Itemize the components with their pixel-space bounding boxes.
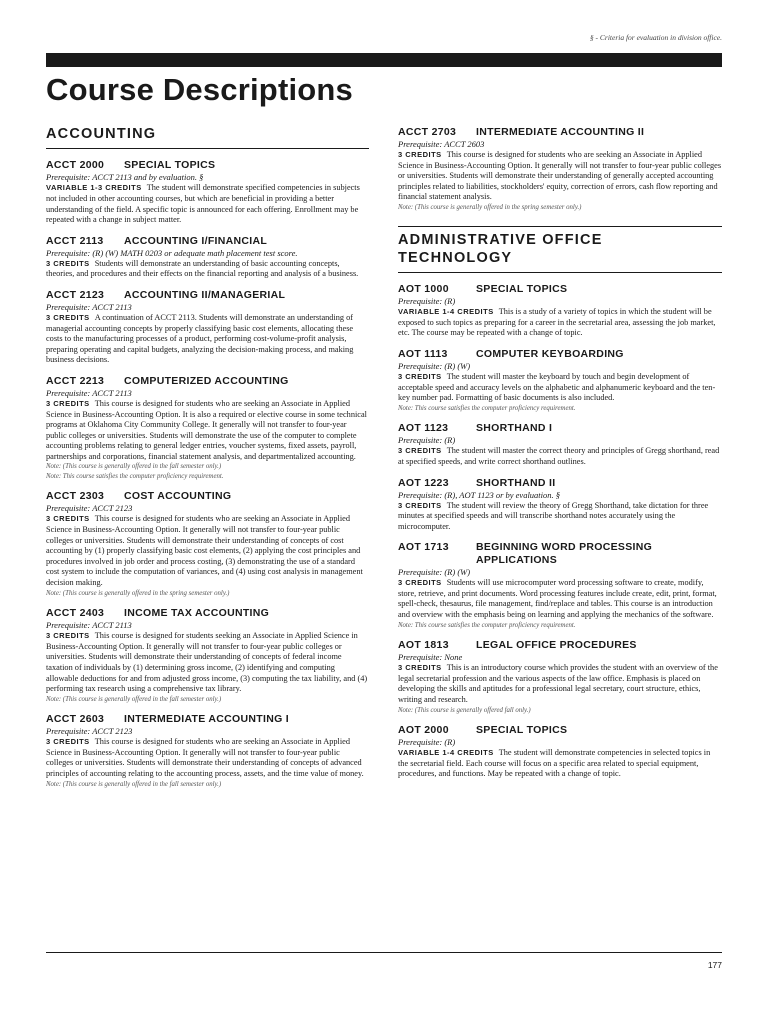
department-heading-aot: ADMINISTRATIVE OFFICE TECHNOLOGY <box>398 226 722 273</box>
course-description-text: This course is designed for students who are seeking an Associate in Applied Science in Business-Accounting Option. It is also a required or elective course in some technical programs at Oklahoma City Community College. It generally will not transfer to four-year public colleges or universities. Students will demonstrate the use of the computer to complete accounting problems relating to general ledger entries, voucher systems, fixed assets, payroll, partnerships and corporations, financial statement analysis, and departmentalized accounting. <box>46 398 367 461</box>
course-title <box>46 375 369 388</box>
course-entry <box>398 724 722 780</box>
course-title <box>46 235 369 248</box>
course-credits: 3 CREDITS <box>398 663 442 673</box>
course-description <box>46 313 369 366</box>
course-credits: 3 CREDITS <box>46 631 90 641</box>
course-credits: 3 CREDITS <box>46 312 90 322</box>
course-title <box>46 490 369 503</box>
course-description-text: This is an introductory course which provides the student with an overview of the legal secretarial profession and the various aspects of the law office. Emphasis is placed on developing the skills and aptitudes for a professional legal secretary, court structure, ethics, writing and research. <box>398 663 718 704</box>
course-code: ACCT 2123 <box>46 288 105 301</box>
left-column <box>46 126 369 798</box>
course-description-text: Students will demonstrate an understanding of basic accounting concepts, theories, and procedures and their effects on the financial reporting and analysis of a business. <box>46 258 359 279</box>
course-code: AOT 1223 <box>398 476 449 489</box>
course-title <box>46 713 369 726</box>
course-name: SPECIAL TOPICS <box>476 283 568 296</box>
course-note: Note: (This course is generally offered in the spring semester only.) <box>46 589 230 597</box>
course-name: SHORTHAND I <box>476 422 553 435</box>
course-description <box>398 663 722 705</box>
course-code: ACCT 2213 <box>46 374 105 387</box>
course-credits: 3 CREDITS <box>46 258 90 268</box>
course-title <box>398 348 722 361</box>
course-name: COST ACCOUNTING <box>124 490 232 503</box>
right-column <box>398 126 722 789</box>
course-entry <box>398 541 722 630</box>
course-entry <box>46 375 369 482</box>
course-title <box>398 126 722 139</box>
course-code: AOT 1713 <box>398 541 449 554</box>
course-description-text: A continuation of ACCT 2113. Students will demonstrate an understanding of managerial accounting concepts by properly classifying basic cost elements, allocating these costs to the manufacturing processes of a product, performing cost-volume-profit analysis, preparing operating and capital budgets, analyzing the decision-making process, and making business decisions. <box>46 312 354 365</box>
course-prerequisite: Prerequisite: ACCT 2113 <box>46 387 132 398</box>
course-code: ACCT 2000 <box>46 159 105 172</box>
course-prerequisite: Prerequisite: ACCT 2113 and by evaluation. § <box>46 172 204 183</box>
course-title <box>398 477 722 490</box>
course-title <box>46 607 369 620</box>
course-description-text: The student will demonstrate specified competencies in subjects not included in other accounting courses, but which are beneficial in providing a better understanding of the field. A specific topic is announced for each offering. Enrollment may be repeated with a change in subject matter. <box>46 183 360 225</box>
department-heading-accounting: ACCOUNTING <box>46 126 369 149</box>
course-code: ACCT 2603 <box>46 713 105 726</box>
course-entry <box>398 422 722 467</box>
course-credits: 3 CREDITS <box>398 500 442 510</box>
course-name: SPECIAL TOPICS <box>476 724 568 737</box>
course-prerequisite: Prerequisite: ACCT 2113 <box>46 301 132 312</box>
course-entry <box>46 289 369 366</box>
course-entry <box>398 283 722 339</box>
course-entry <box>46 490 369 598</box>
course-prerequisite: Prerequisite: ACCT 2123 <box>46 503 133 514</box>
course-credits: 3 CREDITS <box>398 446 442 456</box>
course-title <box>398 422 722 435</box>
course-credits: 3 CREDITS <box>398 578 442 588</box>
aot-course-list <box>398 283 722 780</box>
course-note: Note: This course satisfies the computer proficiency requirement. <box>398 404 576 412</box>
footer-rule <box>46 952 722 953</box>
course-description-text: This course is designed for students who are seeking an Associate in Applied Science in Business-Accounting Option. It generally will not transfer to four-year public colleges or universities. Students will demonstrate their understanding of concepts of cost accounting by (1) properly classifying basic cost elements, (2) applying the cost principles and procedures involved in job order and process costing, (3) demonstrating the use of a standard cost system to include the computation of variances, and (4) using cost analysis in management decision making. <box>46 514 363 588</box>
course-description <box>46 737 369 779</box>
course-code: ACCT 2303 <box>46 490 105 503</box>
course-code: AOT 2000 <box>398 724 449 737</box>
course-name: LEGAL OFFICE PROCEDURES <box>476 639 637 652</box>
course-description-text: Students will use microcomputer word processing software to create, modify, store, retrieve, and print documents. Word processing features include create, edit, print, format, spell-check, thesaurus, file management, find/replace and tables. This course is an introduction and overview with the emphasis being on learning and applying the mechanics of the software. <box>398 578 717 620</box>
header-bar <box>46 53 722 67</box>
course-name: COMPUTERIZED ACCOUNTING <box>124 374 289 387</box>
course-entry <box>398 477 722 533</box>
course-credits: 3 CREDITS <box>398 372 442 382</box>
course-prerequisite: Prerequisite: (R) (W) <box>398 567 471 578</box>
course-prerequisite: Prerequisite: ACCT 2603 <box>398 139 485 149</box>
course-title <box>46 289 369 302</box>
course-description-text: The student will demonstrate competencies in selected topics in the secretarial field. Each course will focus on a specific area related to special equipment, procedures, and functions. May be repeated with a change of topic. <box>398 748 711 779</box>
course-description-text: This course is designed for students who are seeking an Associate in Applied Science in Business-Accounting Option. It generally will not transfer to four-year public colleges or universities. Students will demonstrate their understanding of concepts of advanced principles of accounting relating to the accounting process, assets, and the time value of money. <box>46 737 364 778</box>
course-prerequisite: Prerequisite: (R), AOT 1123 or by evaluation. § <box>398 489 561 500</box>
course-title <box>398 724 722 737</box>
course-credits: 3 CREDITS <box>46 514 90 524</box>
course-name: INTERMEDIATE ACCOUNTING II <box>476 126 645 138</box>
course-name: SPECIAL TOPICS <box>124 159 216 172</box>
course-description <box>398 446 722 467</box>
course-description-text: The student will review the theory of Gregg Shorthand, take dictation for three minutes at specified speeds and will transcribe shorthand notes accurately using the microcomputer. <box>398 500 709 531</box>
course-code: AOT 1000 <box>398 283 449 296</box>
course-prerequisite: Prerequisite: (R) (W) <box>398 361 471 372</box>
course-prerequisite: Prerequisite: (R) <box>398 296 456 307</box>
course-description-text: This course is designed for students seeking an Associate in Applied Science in Business-Accounting Option. It generally will not transfer to four-year public colleges or universities. Students will demonstrate their understanding of concepts of federal income taxation of individuals by (1) determining gross income, (2) identifying and computing allowable deductions for and from adjusted gross income, (3) computing the tax liability, and (4) performing tax research using a comprehensive tax library. <box>46 631 368 694</box>
course-description-text: The student will master the correct theory and principles of Gregg shorthand, read at specified speeds, and write correct shorthand outlines. <box>398 446 720 466</box>
course-prerequisite: Prerequisite: (R) <box>398 435 456 446</box>
course-prerequisite: Prerequisite: ACCT 2113 <box>46 620 132 631</box>
course-description <box>398 501 722 533</box>
lead-course-container <box>398 126 722 212</box>
course-description <box>398 372 722 404</box>
course-entry <box>46 713 369 789</box>
course-name: INCOME TAX ACCOUNTING <box>124 607 270 620</box>
course-title <box>398 639 722 652</box>
course-description <box>46 183 369 225</box>
course-name: BEGINNING WORD PROCESSING APPLICATIONS <box>476 541 653 567</box>
course-prerequisite: Prerequisite: (R) (W) MATH 0203 or adequate math placement test score. <box>46 247 298 258</box>
course-code: ACCT 2703 <box>398 126 457 138</box>
course-note: Note: This course satisfies the computer proficiency requirement. <box>398 621 576 629</box>
course-note: Note: (This course is generally offered in the fall semester only.) <box>46 463 222 471</box>
course-credits: 3 CREDITS <box>46 398 90 408</box>
page-number: 177 <box>707 960 722 970</box>
criteria-footnote: § - Criteria for evaluation in division office. <box>589 33 722 42</box>
page-title: Course Descriptions <box>46 72 353 107</box>
course-title <box>398 541 722 567</box>
course-description <box>398 307 722 339</box>
course-entry <box>398 126 722 212</box>
course-description-text: This course is designed for students who are seeking an Associate in Applied Science in Business-Accounting Option. It generally will not transfer to four-year public colleges or universities. Students will demonstrate their understanding of generally accepted accounting principles related to liabilities, stockholders' equity, correction of errors, cash flow reporting and financial statement analysis. <box>398 150 722 202</box>
course-note: Note: (This course is generally offered in the fall semester only.) <box>46 780 222 788</box>
course-prerequisite: Prerequisite: ACCT 2123 <box>46 726 133 737</box>
course-note: Note: This course satisfies the computer proficiency requirement. <box>46 472 224 480</box>
course-code: AOT 1123 <box>398 422 449 435</box>
course-note: Note: (This course is generally offered fall only.) <box>398 706 531 714</box>
course-entry <box>46 235 369 280</box>
course-name: SHORTHAND II <box>476 476 556 489</box>
course-description <box>398 748 722 780</box>
course-name: ACCOUNTING I/FINANCIAL <box>124 234 268 247</box>
course-entry <box>398 348 722 413</box>
course-credits: VARIABLE 1-4 CREDITS <box>398 748 494 758</box>
course-description <box>46 631 369 695</box>
course-description <box>46 514 369 588</box>
course-description <box>46 259 369 280</box>
course-prerequisite: Prerequisite: (R) <box>398 737 456 748</box>
course-credits: VARIABLE 1-3 CREDITS <box>46 183 142 193</box>
course-name: INTERMEDIATE ACCOUNTING I <box>124 713 289 726</box>
accounting-course-list <box>46 159 369 789</box>
course-description <box>46 399 369 463</box>
course-entry <box>46 159 369 225</box>
course-description <box>398 578 722 620</box>
course-description-text: The student will master the keyboard by touch and begin development of acceptable speed and accuracy levels on the alphabetic and alphanumeric keyboard and the ten-key number pad. Formatting of basic documents is also included. <box>398 372 716 403</box>
course-note: Note: (This course is generally offered in the spring semester only.) <box>398 203 582 211</box>
course-title <box>46 159 369 172</box>
course-name: COMPUTER KEYBOARDING <box>476 348 624 361</box>
course-description-text: This is a study of a variety of topics in which the student will be exposed to such topics as preparing for a career in the secretarial area, assessing the job market, etc. The course may be repeated with a change of topic. <box>398 307 716 338</box>
course-code: ACCT 2403 <box>46 607 105 620</box>
course-note: Note: (This course is generally offered in the fall semester only.) <box>46 695 222 703</box>
course-code: AOT 1813 <box>398 639 449 652</box>
course-code: ACCT 2113 <box>46 234 104 247</box>
course-code: AOT 1113 <box>398 348 448 361</box>
course-credits: 3 CREDITS <box>46 737 90 747</box>
course-entry <box>398 639 722 715</box>
course-credits: 3 CREDITS <box>398 150 442 159</box>
course-title <box>398 283 722 296</box>
course-credits: VARIABLE 1-4 CREDITS <box>398 307 494 317</box>
course-entry <box>46 607 369 704</box>
course-description <box>398 150 722 203</box>
course-prerequisite: Prerequisite: None <box>398 652 463 663</box>
course-name: ACCOUNTING II/MANAGERIAL <box>124 288 286 301</box>
